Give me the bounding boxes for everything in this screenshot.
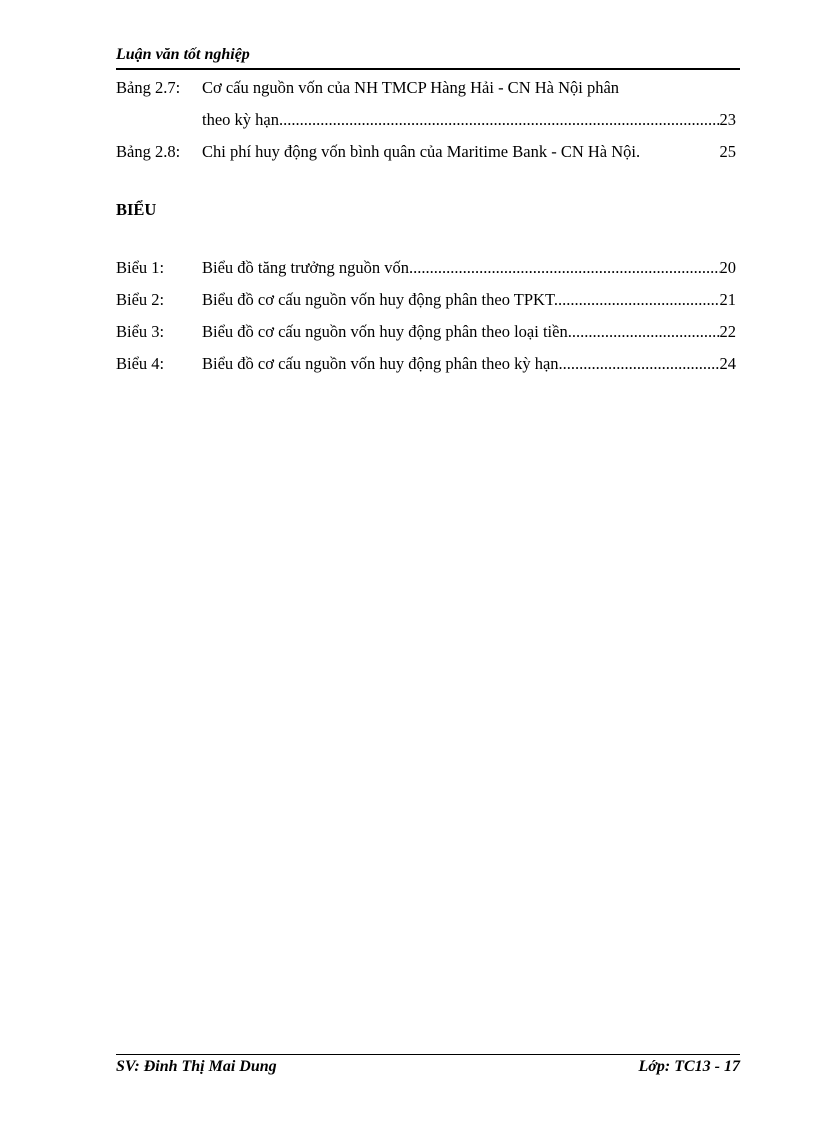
toc-entry-label: Biểu 1: bbox=[116, 258, 165, 277]
toc-entry-title: Biểu đồ cơ cấu nguồn vốn huy động phân theo kỳ hạn. bbox=[202, 354, 563, 373]
toc-leader-dots bbox=[572, 316, 720, 348]
table-of-contents bbox=[116, 72, 736, 380]
toc-page-number: 21 bbox=[719, 290, 736, 309]
toc-leader-dots bbox=[558, 284, 720, 316]
toc-entry-text-line bbox=[202, 316, 736, 348]
toc-leader-dots bbox=[283, 104, 719, 136]
toc-entry-title: Biểu đồ cơ cấu nguồn vốn huy động phân theo loại tiền. bbox=[202, 322, 572, 341]
toc-entry-label: Biểu 3: bbox=[116, 322, 165, 341]
footer-class: Lớp: TC13 - 17 bbox=[638, 1058, 740, 1075]
page-footer bbox=[116, 1054, 740, 1079]
header-title: Luận văn tốt nghiệp bbox=[116, 46, 250, 63]
toc-entry-title: Biểu đồ cơ cấu nguồn vốn huy động phân theo TPKT. bbox=[202, 290, 558, 309]
toc-page-number: 25 bbox=[719, 142, 736, 161]
toc-entry-chart-1[interactable] bbox=[116, 252, 736, 284]
toc-page-number: 23 bbox=[719, 110, 736, 129]
toc-entry-text-line bbox=[202, 104, 736, 136]
toc-entry-label: Biểu 2: bbox=[116, 290, 165, 309]
toc-leader-dots bbox=[563, 348, 720, 380]
section-heading-charts: BIỂU bbox=[116, 200, 157, 219]
toc-entry-label: Bảng 2.7: bbox=[116, 78, 181, 97]
footer-student-name: SV: Đinh Thị Mai Dung bbox=[116, 1058, 277, 1075]
toc-entry-text-line bbox=[202, 72, 736, 104]
toc-entry-title: Biểu đồ tăng trưởng nguồn vốn. bbox=[202, 258, 414, 277]
toc-entry-table-2-7[interactable] bbox=[116, 72, 736, 136]
toc-leader-dots bbox=[413, 252, 719, 284]
page-header bbox=[116, 44, 740, 70]
toc-entry-text-line bbox=[202, 284, 736, 316]
toc-page-number: 22 bbox=[719, 322, 736, 341]
toc-entry-title: Chi phí huy động vốn bình quân của Maritime Bank - CN Hà Nội. bbox=[202, 142, 641, 161]
toc-entry-label: Bảng 2.8: bbox=[116, 142, 181, 161]
toc-page-number: 24 bbox=[719, 354, 736, 373]
toc-entry-chart-2[interactable] bbox=[116, 284, 736, 316]
toc-entry-table-2-8[interactable] bbox=[116, 136, 736, 168]
toc-entry-title-continued: theo kỳ hạn. bbox=[202, 110, 284, 129]
toc-entry-text-line bbox=[202, 348, 736, 380]
toc-entry-label: Biểu 4: bbox=[116, 354, 165, 373]
toc-entry-text-line bbox=[202, 136, 736, 168]
toc-page-number: 20 bbox=[719, 258, 736, 277]
toc-entry-chart-4[interactable] bbox=[116, 348, 736, 380]
toc-entry-title: Cơ cấu nguồn vốn của NH TMCP Hàng Hải - CN Hà Nội phân bbox=[202, 78, 620, 97]
toc-entry-chart-3[interactable] bbox=[116, 316, 736, 348]
toc-entry-text-line bbox=[202, 252, 736, 284]
